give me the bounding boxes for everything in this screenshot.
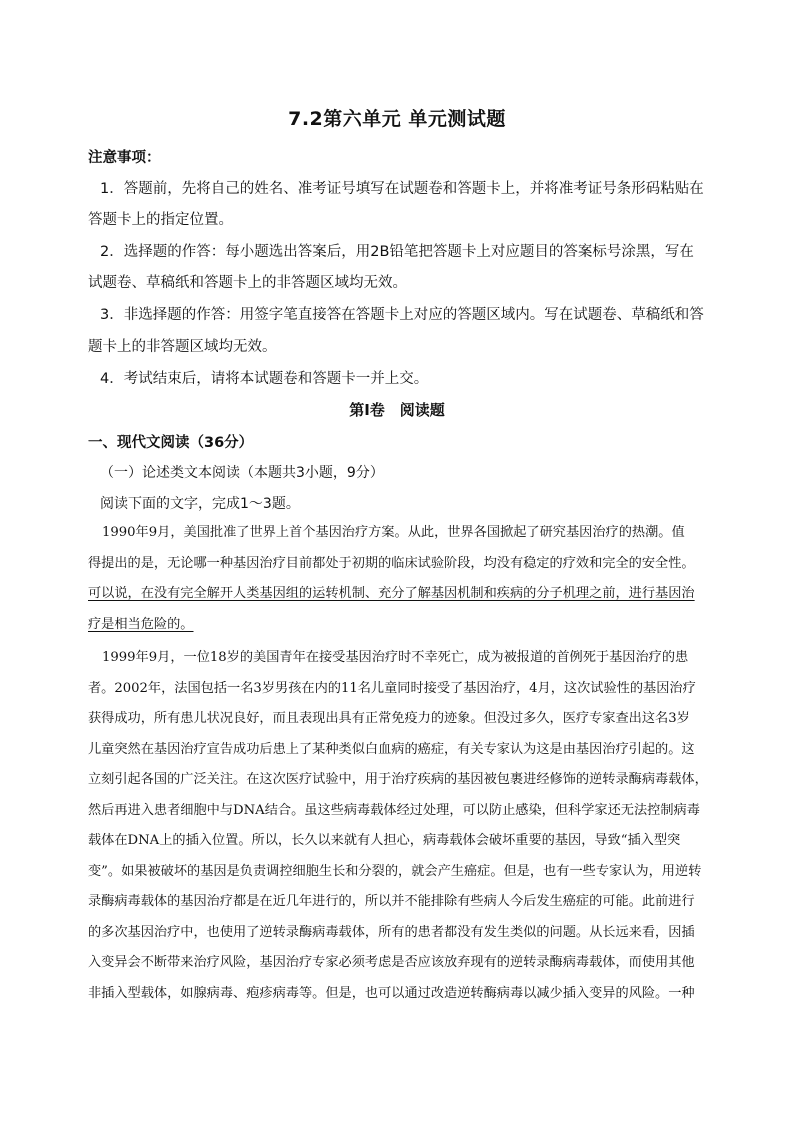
paragraph-line: 然后再进入患者细胞中与DNA结合。虽这些病毒载体经过处理，可以防止感染，但科学家还无法控制病毒 [88,802,700,818]
notice-line: 3．非选择题的作答：用签字笔直接答在答题卡上对应的答题区域内。写在试题卷、草稿纸和答 [100,307,704,323]
underlined-line: 疗是相当危险的。 [88,616,194,632]
part-heading: 一、现代文阅读（36分） [88,435,254,451]
notice-line: 答题卡上的指定位置。 [88,212,233,228]
subpart-heading: （一）论述类文本阅读（本题共3小题，9分） [100,465,384,481]
paragraph-line: 1990年9月，美国批准了世界上首个基因治疗方案。从此，世界各国掀起了研究基因治疗的热潮。值 [102,525,685,540]
paragraph-1 [88,518,724,640]
paragraph-line: 得提出的是，无论哪一种基因治疗目前都处于初期的临床试验阶段，均没有稳定的疗效和完全的安全性。 [88,555,695,571]
paragraph-line: 载体在DNA上的插入位置。所以，长久以来就有人担心，病毒载体会破坏重要的基因，导致“插入型突 [88,833,681,848]
notice-line: 1．答题前，先将自己的姓名、准考证号填写在试题卷和答题卡上，并将准考证号条形码粘贴在 [100,181,704,197]
notice-line: 2．选择题的作答：每小题选出答案后，用2B铅笔把答题卡上对应题目的答案标号涂黑，写在 [100,244,694,260]
paragraph-line: 儿童突然在基因治疗宣告成功后患上了某种类似白血病的癌症，有关专家认为这是由基因治疗引起的。这 [88,741,695,757]
page-title: 7.2第六单元 单元测试题 [288,108,506,130]
paragraph-line: 入变异会不断带来治疗风险，基因治疗专家必须考虑是否应该放弃现有的逆转录酶病毒载体，而使用其他 [88,955,695,970]
paragraph-2 [88,643,724,1009]
paragraph-line: 者。2002年，法国包括一名3岁男孩在内的11名儿童同时接受了基因治疗，4月，这次试验性的基因治疗 [88,680,696,696]
notice-line: 试题卷、草稿纸和答题卡上的非答题区域均无效。 [88,275,407,291]
paragraph-line: 获得成功，所有患儿状况良好，而且表现出具有正常免疫力的迹象。但没过多久，医疗专家查出这名3岁 [88,711,690,726]
paragraph-line: 1999年9月，一位18岁的美国青年在接受基因治疗时不幸死亡，成为被报道的首例死于基因治疗的患 [102,650,689,665]
paragraph-line: 立刻引起各国的广泛关注。在这次医疗试验中，用于治疗疾病的基因被包裹进经修饰的逆转录酶病毒载体， [88,772,708,787]
paragraph-line: 非插入型载体，如腺病毒、疱疹病毒等。但是，也可以通过改造逆转酶病毒以减少插入变异的风险。一种 [88,985,695,1001]
paragraph-line: 的多次基因治疗中，也使用了逆转录酶病毒载体，所有的患者都没有发生类似的问题。从长远来看，因插 [88,924,695,940]
instruction-text: 阅读下面的文字，完成1～3题。 [100,496,300,512]
paragraph-line: 变”。如果被破坏的基因是负责调控细胞生长和分裂的，就会产生癌症。但是，也有一些专家认为，用逆转 [88,863,702,879]
paragraph-line: 录酶病毒载体的基因治疗都是在近几年进行的，所以并不能排除有些病人今后发生癌症的可能。此前进行 [88,894,695,909]
notice-line: 题卡上的非答题区域均无效。 [88,339,277,355]
notice-heading: 注意事项： [88,150,161,166]
notice-line: 4．考试结束后，请将本试题卷和答题卡一并上交。 [100,371,429,387]
underlined-line: 可以说，在没有完全解开人类基因组的运转机制、充分了解基因机制和疾病的分子机理之前，进行基因治 [88,586,695,601]
section-title: 第Ⅰ卷 阅读题 [349,401,445,419]
